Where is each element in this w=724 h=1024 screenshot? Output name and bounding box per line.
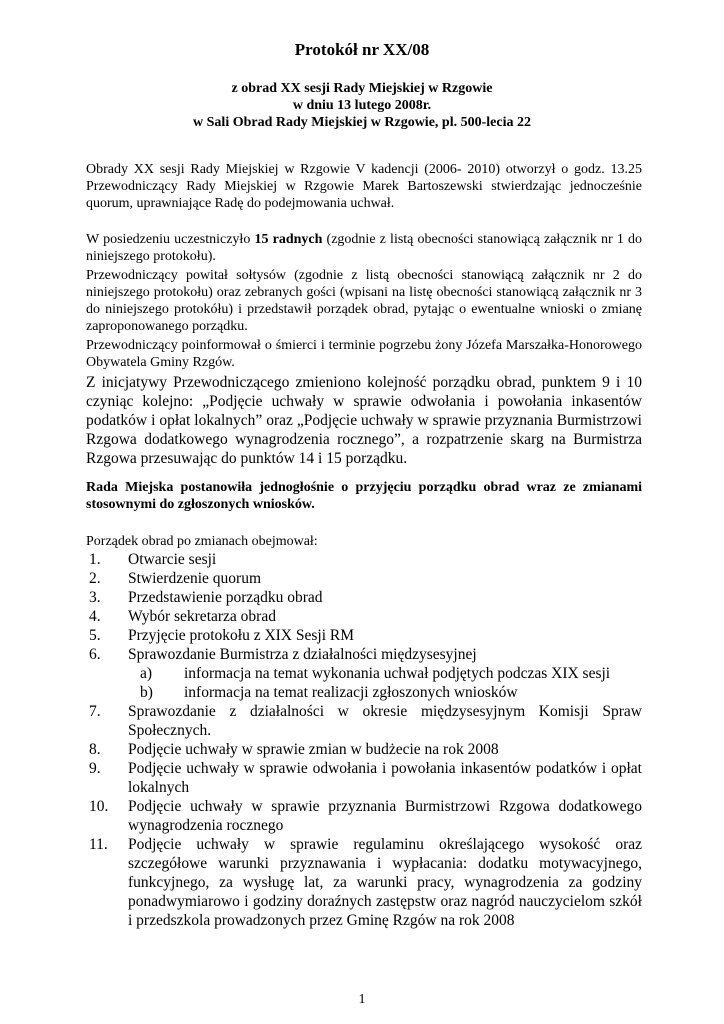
paragraph-death: [86, 337, 642, 371]
item-number: 8.: [89, 741, 101, 758]
agenda-intro-text: Porządek obrad po zmianach obejmował:: [86, 534, 318, 549]
item-number: 1.: [89, 551, 101, 568]
list-item: [86, 550, 642, 569]
item-text: Przyjęcie protokołu z XIX Sesji RM: [128, 627, 355, 644]
sub-list-item: [86, 683, 642, 702]
item-text: Otwarcie sesji: [128, 551, 217, 568]
paragraph-text: Obrady XX sesji Rady Miejskiej w Rzgowie V kadencji (2006- 2010) otworzył o godz. 13.25 Przewodniczący Rady Miejskiej w Rzgowie Marek Bartoszewski stwierdzając jednocześnie quorum, uprawniające Radę do podejmowania uchwał.: [86, 162, 642, 211]
attendance-pre: W posiedzeniu uczestniczyło: [86, 232, 255, 247]
list-item: [86, 797, 642, 835]
paragraph-text: Z inicjatywy Przewodniczącego zmieniono kolejność porządku obrad, punktem 9 i 10 czyniąc kolejno: „Podjęcie uchwały w sprawie odwołania i powołania inkasentów podatków i opłat lokalnych” oraz „Podjęcie uchwały w sprawie przyznania Burmistrzowi Rzgowa dodatkowego wynagrodzenia rocznego”, a rozpatrzenie skarg na Burmistrza Rzgowa przesuwając do punktów 14 i 15 porządku.: [86, 374, 642, 467]
list-item: [86, 702, 642, 740]
paragraph-opening: [86, 161, 642, 212]
list-item: [86, 740, 642, 759]
agenda-intro: [86, 533, 642, 550]
item-text: Podjęcie uchwały w sprawie zmian w budżecie na rok 2008: [128, 741, 499, 758]
document-title: Protokół nr XX/08: [294, 40, 430, 59]
paragraph-order-change: [86, 373, 642, 468]
sub-item-text: informacja na temat wykonania uchwał podjętych podczas XIX sesji: [184, 665, 611, 682]
attendance-count: 15 radnych: [254, 232, 323, 247]
list-item: [86, 569, 642, 588]
item-number: 6.: [89, 646, 101, 663]
sub-list-item: [86, 664, 642, 683]
document-subtitle: [0, 80, 724, 131]
item-text: Wybór sekretarza obrad: [128, 608, 276, 625]
item-number: 9.: [89, 760, 101, 777]
list-item: [86, 759, 642, 797]
subtitle-line: w Sali Obrad Rady Miejskiej w Rzgowie, pl. 500-lecia 22: [193, 115, 531, 130]
item-number: 4.: [89, 608, 101, 625]
item-text: Sprawozdanie z działalności w okresie międzysesyjnym Komisji Spraw Społecznych.: [128, 703, 642, 739]
sub-item-text: informacja na temat realizacji zgłoszonych wniosków: [184, 684, 518, 701]
item-text: Sprawozdanie Burmistrza z działalności międzysesyjnej: [128, 646, 477, 663]
item-number: 3.: [89, 589, 101, 606]
item-text: Stwierdzenie quorum: [128, 570, 262, 587]
item-text: Przedstawienie porządku obrad: [128, 589, 323, 606]
paragraph-text: [86, 231, 642, 265]
paragraph-text: Przewodniczący poinformował o śmierci i terminie pogrzebu żony Józefa Marszałka-Honorowego Obywatela Gminy Rzgów.: [86, 338, 642, 370]
paragraph-decision: [86, 479, 642, 513]
list-item: [86, 626, 642, 645]
item-number: 10.: [89, 798, 109, 815]
sub-item-letter: a): [140, 665, 153, 682]
subtitle-line: w dniu 13 lutego 2008r.: [292, 98, 432, 113]
item-number: 11.: [89, 836, 108, 853]
item-text: Podjęcie uchwały w sprawie odwołania i powołania inkasentów podatków i opłat lokalnych: [128, 760, 642, 796]
attendance-post: (zgodnie z listą obecności stanowiącą załącznik nr 1 do niniejszego protokołu).: [86, 232, 642, 264]
sub-item-letter: b): [140, 684, 153, 701]
list-item: [86, 835, 642, 930]
paragraph-text: Przewodniczący powitał sołtysów (zgodnie z listą obecności stanowiącą załącznik nr 2 do niniejszego protokołu) oraz zebranych gości (wpisani na listę obecności stanowiącą załącznik nr 3 do niniejszego protokółu) i przedstawił porządek obrad, pytając o ewentualne wnioski o zmianę zaproponowanego porządku.: [86, 268, 642, 334]
list-item: [86, 588, 642, 607]
paragraph-attendance: [86, 231, 642, 265]
subtitle-line: z obrad XX sesji Rady Miejskiej w Rzgowie: [231, 81, 493, 96]
paragraph-text: Rada Miejska postanowiła jednogłośnie o przyjęciu porządku obrad wraz ze zmianami stosownymi do zgłoszonych wniosków.: [86, 480, 642, 512]
item-number: 2.: [89, 570, 101, 587]
item-text: Podjęcie uchwały w sprawie przyznania Burmistrzowi Rzgowa dodatkowego wynagrodzenia rocznego: [128, 798, 642, 834]
list-item: [86, 607, 642, 626]
item-text: Podjęcie uchwały w sprawie regulaminu określającego wysokość oraz szczegółowe warunki przyznawania i wypłacania: dodatku motywacyjnego, funkcyjnego, za wysługę lat, za warunki pracy, wynagrodzenia za godziny ponadwymiarowo i godziny doraźnych zastępstw oraz nagród nauczycielom szkół i przedszkola prowadzonych przez Gminę Rzgów na rok 2008: [128, 836, 642, 929]
page-number: 1: [358, 992, 366, 1007]
item-number: 5.: [89, 627, 101, 644]
item-number: 7.: [89, 703, 101, 720]
agenda-list: [86, 550, 642, 930]
list-item: [86, 645, 642, 664]
paragraph-greeting: [86, 267, 642, 335]
